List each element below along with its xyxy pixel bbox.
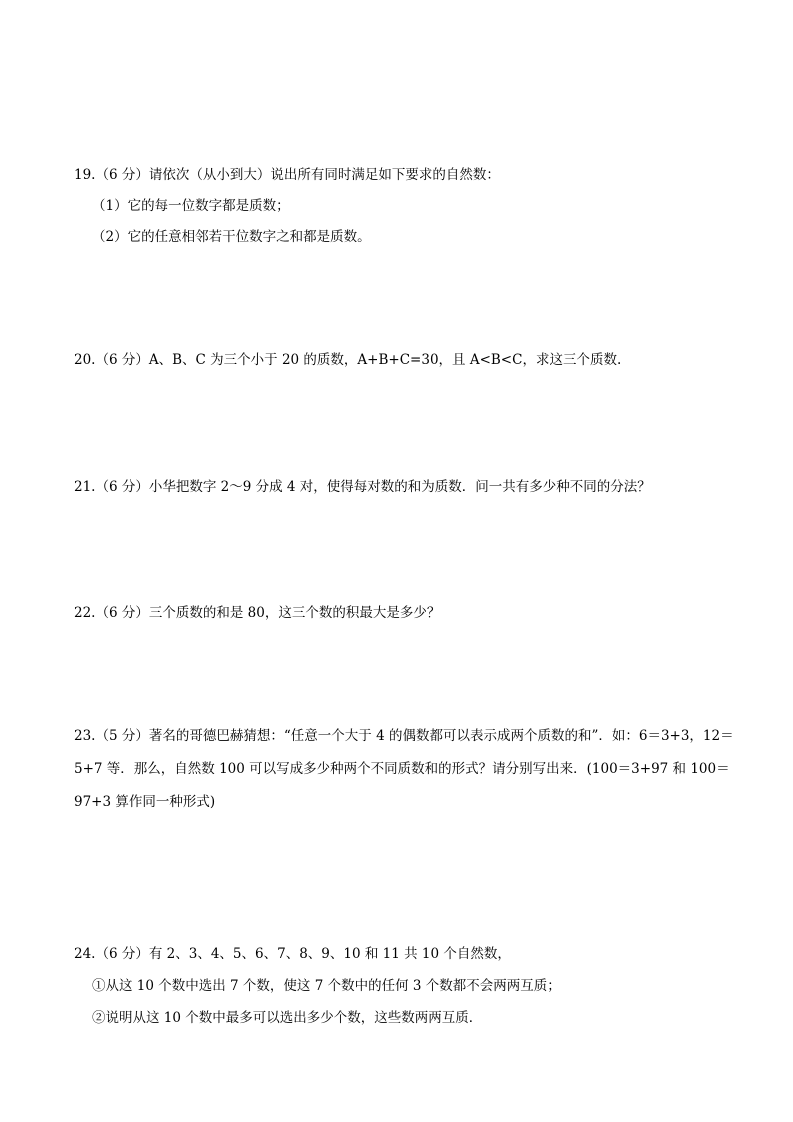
sub-question-1: （1）它的每一位数字都是质数； [92,198,290,214]
question-stem [74,720,754,819]
question-stem [74,477,754,497]
sub-question-2: （2）它的任意相邻若干位数字之和都是质数。 [92,229,371,245]
question-stem [74,603,754,623]
question-number: 23. [74,728,96,744]
question-score: （5 分） [95,728,149,744]
question-23 [74,726,754,819]
question-score: （6 分） [95,352,149,368]
question-text: 著名的哥德巴赫猜想：“任意一个大于 4 的偶数都可以表示成两个质数的和”．如：6＝3+3，12＝5+7 等．那么，自然数 100 可以写成多少种两个不同质数和的形式？请分别写出来．(100＝3+97 和 100＝97+3 算作同一种形式) [74,728,734,810]
question-20 [74,350,754,370]
question-score: （6 分） [95,605,149,621]
question-text: 有 2、3、4、5、6、7、8、9、10 和 11 共 10 个自然数， [148,946,511,962]
question-score: （6 分） [95,167,149,183]
question-19 [74,165,754,247]
question-21 [74,477,754,497]
question-number: 20. [74,352,96,368]
question-number: 24. [74,946,96,962]
question-stem [74,944,754,964]
question-number: 22. [74,605,96,621]
sub-question-1: ①从这 10 个数中选出 7 个数，使这 7 个数中的任何 3 个数都不会两两互质； [92,978,561,994]
question-score: （6 分） [95,946,149,962]
question-text: 请依次（从小到大）说出所有同时满足如下要求的自然数： [148,167,500,183]
question-text: A、B、C 为三个小于 20 的质数，A+B+C=30，且 A<B<C，求这三个质数. [148,352,622,368]
question-text: 小华把数字 2～9 分成 4 对，使得每对数的和为质数．问一共有多少种不同的分法？ [148,479,651,495]
question-22 [74,603,754,623]
question-text: 三个质数的和是 80，这三个数的积最大是多少？ [148,605,441,621]
question-number: 21. [74,479,96,495]
question-number: 19. [74,167,96,183]
question-24 [74,944,754,1028]
sub-question-2: ②说明从这 10 个数中最多可以选出多少个数，这些数两两互质． [92,1010,483,1026]
question-stem [74,165,754,185]
question-score: （6 分） [95,479,149,495]
question-stem [74,350,754,370]
